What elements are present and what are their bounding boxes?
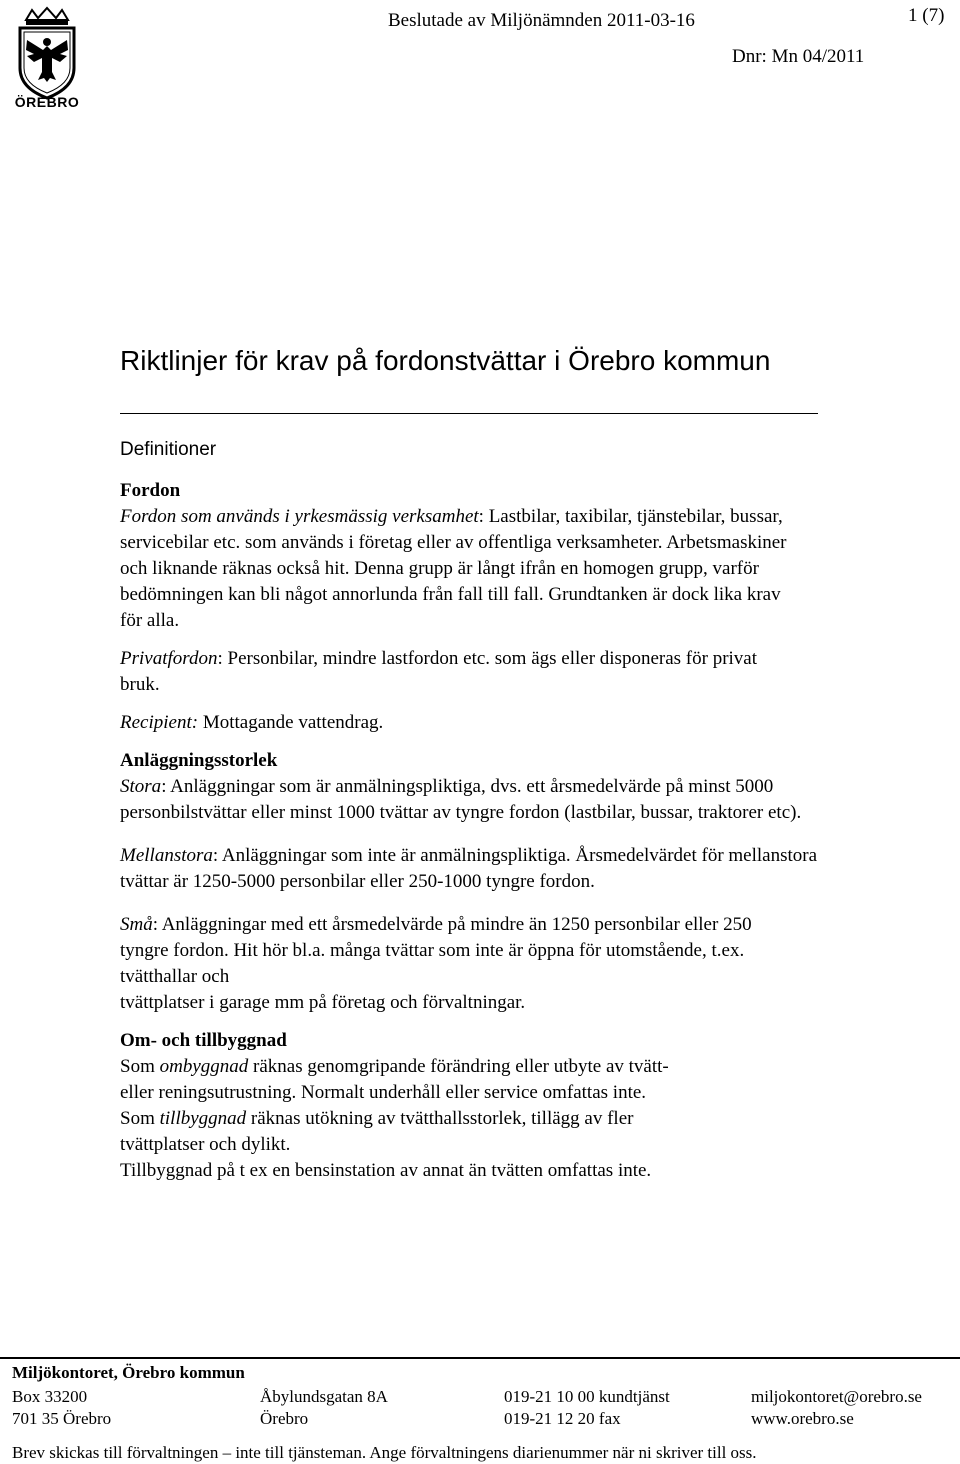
tillbyggnad-line-3: Tillbyggnad på t ex en bensinstation av annat än tvätten omfattas inte. [120,1160,652,1181]
footer-note: Brev skickas till förvaltningen – inte till tjänsteman. Ange förvaltningens diarienummer när ni skriver till oss. [12,1443,757,1462]
footer-box: Box 33200 [12,1387,88,1406]
diary-number: Dnr: Mn 04/2011 [732,46,865,67]
page-number: 1 (7) [908,5,945,26]
footer-city: Örebro [260,1409,309,1428]
fordon-definition-commercial: Fordon som används i yrkesmässig verksamhet: Lastbilar, taxibilar, tjänstebilar, bussar, servicebilar etc. som används i företag eller av offentliga verksamheter. Arbetsmaskiner och liknande räknas också hit. Denna grupp är långt ifrån en homogen grupp, varför bedömningen kan bli något annorlunda från fall till fall. Grundtanken är dock lika krav för alla. [120,506,787,631]
footer-fax: 019-21 12 20 fax [504,1409,621,1428]
decision-date: Beslutade av Miljönämnden 2011-03-16 [388,10,695,31]
footer-email-link[interactable]: miljokontoret@orebro.se [751,1387,922,1406]
fordon-heading: Fordon [120,480,181,501]
footer-organisation: Miljökontoret, Örebro kommun [12,1363,245,1382]
document-body [120,478,820,1184]
anlaggningsstorlek-heading: Anläggningsstorlek [120,750,278,771]
footer-phone: 019-21 10 00 kundtjänst [504,1387,670,1406]
ombyggnad-line-1: Som ombyggnad räknas genomgripande förändring eller utbyte av tvätt- [120,1056,669,1077]
tillbyggnad-line-2: tvättplatser och dylikt. [120,1134,291,1155]
definitions-heading: Definitioner [120,439,217,460]
ombyggnad-line-2: eller reningsutrustning. Normalt underhåll eller service omfattas inte. [120,1082,647,1103]
size-small: Små: Anläggningar med ett årsmedelvärde på mindre än 1250 personbilar eller 250 tyngre fordon. Hit hör bl.a. många tvättar som inte är öppna för utomstående, t.ex. tvätthallar och [120,914,752,987]
orebro-coat-of-arms-logo [12,6,82,114]
size-medium: Mellanstora: Anläggningar som inte är anmälningspliktiga. Årsmedelvärdet för mellanstora tvättar är 1250-5000 personbilar eller 250-1000 tyngre fordon. [120,845,818,892]
om-och-tillbyggnad-heading: Om- och tillbyggnad [120,1030,287,1051]
fordon-definition-private: Privatfordon: Personbilar, mindre lastfordon etc. som ägs eller disponeras för privat bruk. [120,648,758,695]
footer-divider [0,1357,960,1359]
document-title: Riktlinjer för krav på fordonstvättar i Örebro kommun [120,345,771,376]
recipient-definition: Recipient: Mottagande vattendrag. [120,712,384,733]
footer-website-link[interactable]: www.orebro.se [751,1409,854,1428]
title-underline [120,413,818,414]
footer-street: Åbylundsgatan 8A [260,1387,388,1406]
logo-text: ÖREBRO [14,94,80,110]
size-small-line2: tvättplatser i garage mm på företag och förvaltningar. [120,992,526,1013]
size-large: Stora: Anläggningar som är anmälningspliktiga, dvs. ett årsmedelvärde på minst 5000 personbilstvättar eller minst 1000 tvättar av tyngre fordon (lastbilar, bussar, traktorer etc). [120,776,802,823]
tillbyggnad-line-1: Som tillbyggnad räknas utökning av tvätthallsstorlek, tillägg av fler [120,1108,634,1129]
footer-postal: 701 35 Örebro [12,1409,112,1428]
